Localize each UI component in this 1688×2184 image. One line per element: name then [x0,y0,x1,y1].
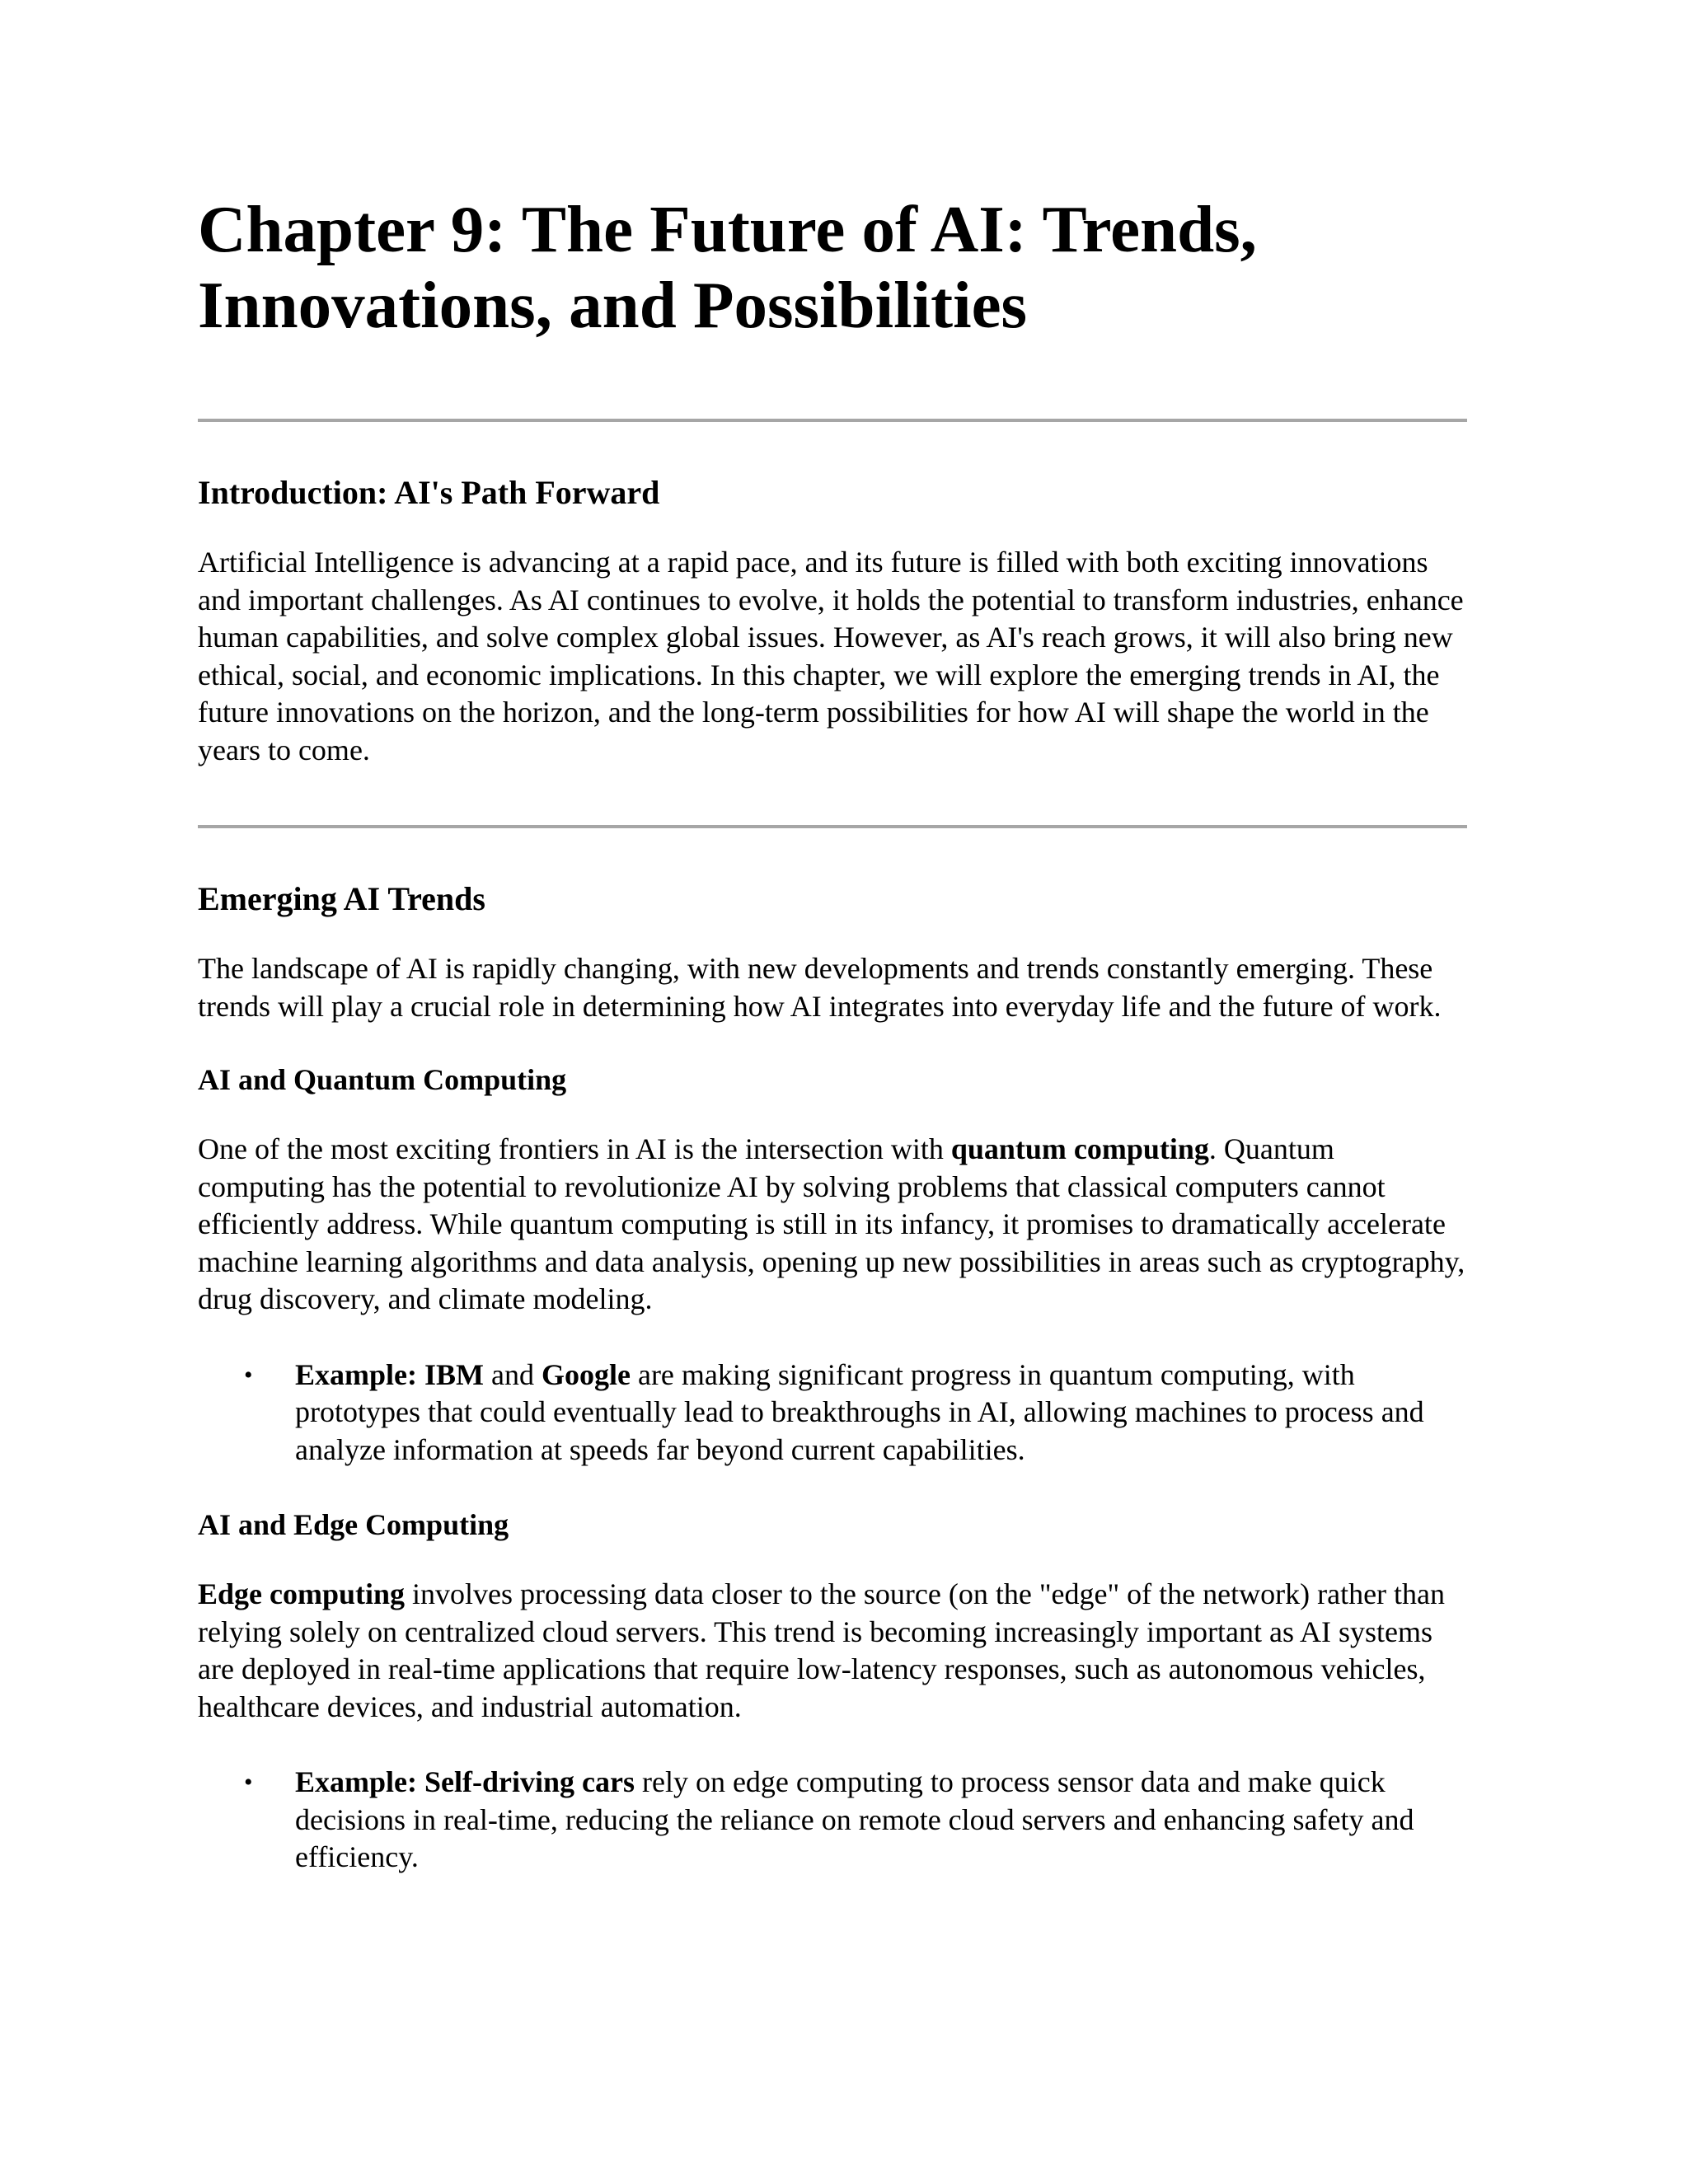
bullet-icon: • [244,1769,253,1796]
quantum-paragraph [198,1131,1467,1319]
example-label: Example: [295,1357,417,1391]
quantum-term: quantum computing [950,1132,1209,1165]
example-label: Example: [295,1765,417,1798]
edge-term: Edge computing [198,1577,406,1610]
example-company-google: Google [541,1357,631,1391]
list-item [198,1764,1467,1877]
quantum-text-before: One of the most exciting frontiers in AI is the intersection with [198,1132,951,1165]
edge-text-after: involves processing data closer to the source (on the "edge" of the network) rather than relying solely on centralized cloud servers. This trend is becoming increasingly important as AI systems are deployed in real-time applications that require low-latency responses, such as autonomous vehicles, healthcare devices, and industrial automation. [198,1577,1446,1723]
edge-heading: AI and Edge Computing [198,1508,509,1541]
example-and: and [484,1357,542,1391]
intro-heading: Introduction: AI's Path Forward [198,474,660,511]
trends-heading: Emerging AI Trends [198,880,485,917]
example-text: rely on edge computing to process sensor data and make quick decisions in real-time, reducing the reliance on remote cloud servers and enhancing safety and efficiency. [295,1765,1414,1873]
quantum-example-list [198,1357,1467,1469]
trends-paragraph: The landscape of AI is rapidly changing, with new developments and trends constantly emerging. These trends will play a crucial role in determining how AI integrates into everyday life and the future of work. [198,952,1442,1023]
chapter-title: Chapter 9: The Future of AI: Trends, Innovations, and Possibilities [198,192,1257,342]
quantum-heading: AI and Quantum Computing [198,1063,567,1096]
edge-paragraph [198,1576,1467,1726]
bullet-icon: • [244,1361,253,1389]
edge-example-list [198,1764,1467,1877]
quantum-text-after: . Quantum computing has the potential to revolutionize AI by solving problems that classical computers cannot efficiently address. While quantum computing is still in its infancy, it promises to dramatically accelerate machine learning algorithms and data analysis, opening up new possibilities in areas such as cryptography, drug discovery, and climate modeling. [198,1132,1465,1315]
intro-paragraph: Artificial Intelligence is advancing at a rapid pace, and its future is filled with both exciting innovations and important challenges. As AI continues to evolve, it holds the potential to transform industries, enhance human capabilities, and solve complex global issues. However, as AI's reach grows, it will also bring new ethical, social, and economic implications. In this chapter, we will explore the emerging trends in AI, the future innovations on the horizon, and the long-term possibilities for how AI will shape the world in the years to come. [198,546,1464,766]
example-text: are making significant progress in quantum computing, with prototypes that could eventually lead to breakthroughs in AI, allowing machines to process and analyze information at speeds far beyond current capabilities. [295,1357,1424,1466]
example-subject: Self-driving cars [424,1765,635,1798]
page-content [198,191,1467,1877]
list-item [198,1357,1467,1469]
example-company-ibm: IBM [424,1357,484,1391]
